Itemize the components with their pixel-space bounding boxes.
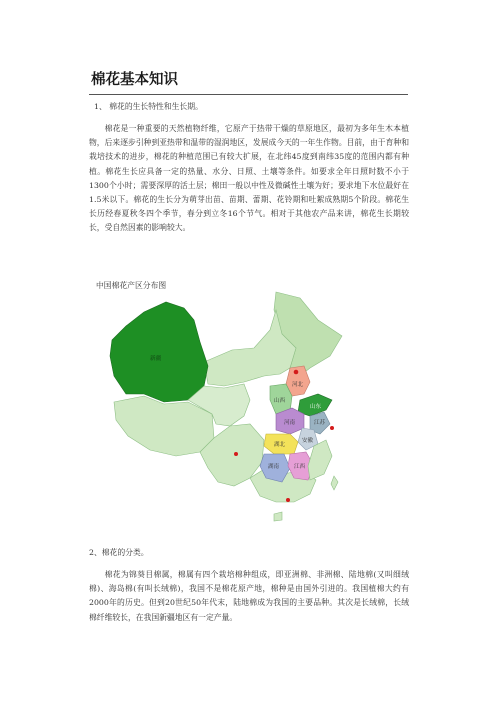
title-divider xyxy=(89,94,408,95)
section-2-paragraph: 棉花为锦葵目棉属，棉属有四个栽培棉种组成，即亚洲棉、非洲棉、陆地棉(又叫细绒棉)、海岛棉(有叫长绒棉)，我国不是棉花原产地，棉种是由国外引进的。我国植棉大约有2000年的历史。但到20世纪50年代末，陆地棉成为我国的主要品种。其次是长绒棉，长绒棉纤维较长，在我国新疆地区有一定产量。 xyxy=(89,570,409,622)
marker-beijing xyxy=(294,370,299,375)
label-jiangxi: 江西 xyxy=(294,464,306,470)
china-cotton-map xyxy=(104,290,364,528)
label-anhui: 安徽 xyxy=(302,438,314,444)
label-hebei: 河北 xyxy=(292,382,304,388)
marker-shanghai xyxy=(330,426,334,430)
section-2-heading: 2、棉花的分类。 xyxy=(89,548,149,557)
label-shandong: 山东 xyxy=(310,404,322,410)
label-hubei: 湖北 xyxy=(274,442,286,448)
label-xinjiang: 新疆 xyxy=(150,356,162,362)
map-caption: 中国棉花产区分布图 xyxy=(96,281,167,290)
page-title: 棉花基本知识 xyxy=(91,72,178,88)
label-shanxi: 山西 xyxy=(274,398,286,404)
region-taiwan xyxy=(331,476,338,490)
region-xinjiang xyxy=(110,302,208,402)
region-hainan xyxy=(274,512,282,521)
label-hunan: 湖南 xyxy=(268,464,280,470)
marker-south xyxy=(286,498,290,502)
marker-southwest xyxy=(234,452,238,456)
section-1-paragraph: 棉花是一种重要的天然植物纤维，它原产于热带干燥的草原地区，最初为多年生木本植物，后来逐步引种到亚热带和温带的湿润地区，发展成今天的一年生作物。目前，由于育种和栽培技术的进步，棉花的种植范围已有较大扩展，在北纬45度到南纬35度的范围内都有种植。棉花生长应具备一定的热量、水分、日照、土壤等条件。如要求全年日照时数不小于1300个小时；需要深厚的活土层；棉田一般以中性及微碱性土壤为好；要求地下水位最好在1.5米以下。棉花的生长分为萌芽出苗、苗期、蕾期、花铃期和吐絮成熟期5个阶段。棉花生长历经春夏秋冬四个季节，春分到立冬16个节气。相对于其他农产品来讲，棉花生长期较长，受自然因素的影响较大。 xyxy=(89,124,409,233)
label-henan: 河南 xyxy=(284,420,296,426)
label-jiangsu: 江苏 xyxy=(314,420,326,426)
section-1-heading: 1、 棉花的生长特性和生长期。 xyxy=(94,102,203,111)
